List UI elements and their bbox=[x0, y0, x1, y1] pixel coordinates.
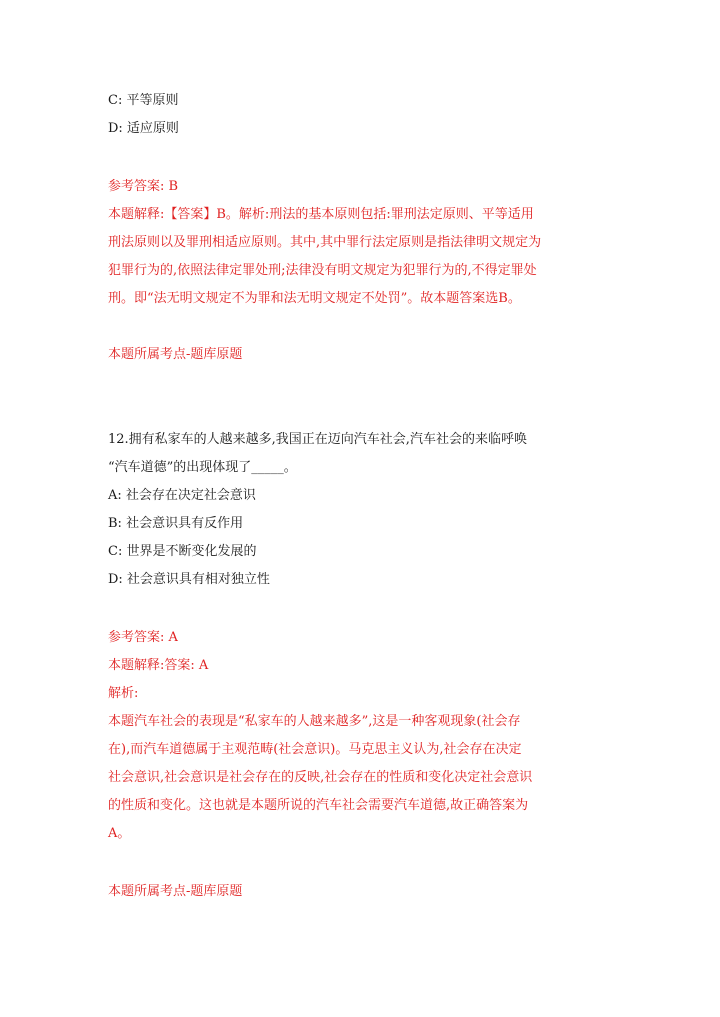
option-b: B: 社会意识具有反作用 bbox=[108, 516, 244, 531]
analysis-label: 解析: bbox=[108, 686, 139, 701]
option-d: D: 适应原则 bbox=[108, 121, 179, 136]
topic-label: 本题所属考点-题库原题 bbox=[108, 347, 243, 362]
reference-answer: 参考答案: B bbox=[108, 179, 179, 194]
option-d: D: 社会意识具有相对独立性 bbox=[108, 572, 270, 587]
analysis-line: 社会意识,社会意识是社会存在的反映,社会存在的性质和变化决定社会意识 bbox=[108, 770, 533, 785]
question-stem: 12.拥有私家车的人越来越多,我国正在迈向汽车社会,汽车社会的来临呼唤 bbox=[108, 432, 527, 447]
topic-label: 本题所属考点-题库原题 bbox=[108, 884, 243, 899]
reference-answer: 参考答案: A bbox=[108, 630, 178, 645]
option-c: C: 世界是不断变化发展的 bbox=[108, 544, 257, 559]
explanation-line: 犯罪行为的,依照法律定罪处刑;法律没有明文规定为犯罪行为的,不得定罪处 bbox=[108, 263, 537, 278]
explanation-line: 刑法原则以及罪刑相适应原则。其中,其中罪行法定原则是指法律明文规定为 bbox=[108, 235, 542, 250]
option-c: C: 平等原则 bbox=[108, 93, 179, 108]
option-a: A: 社会存在决定社会意识 bbox=[108, 488, 256, 503]
explanation-line: 刑。即“法无明文规定不为罪和法无明文规定不处罚”。故本题答案选B。 bbox=[108, 291, 521, 306]
analysis-line: 本题汽车社会的表现是“私家车的人越来越多”,这是一种客观现象(社会存 bbox=[108, 714, 521, 729]
explanation-head: 本题解释:答案: A bbox=[108, 658, 209, 673]
explanation-line: 本题解释:【答案】B。解析:刑法的基本原则包括:罪刑法定原则、平等适用 bbox=[108, 207, 534, 222]
analysis-line: 在),而汽车道德属于主观范畴(社会意识)。马克思主义认为,社会存在决定 bbox=[108, 742, 522, 757]
question-stem: “汽车道德”的出现体现了_____。 bbox=[108, 460, 297, 475]
analysis-line: 的性质和变化。这也就是本题所说的汽车社会需要汽车道德,故正确答案为 bbox=[108, 798, 529, 813]
analysis-line: A。 bbox=[108, 826, 131, 841]
